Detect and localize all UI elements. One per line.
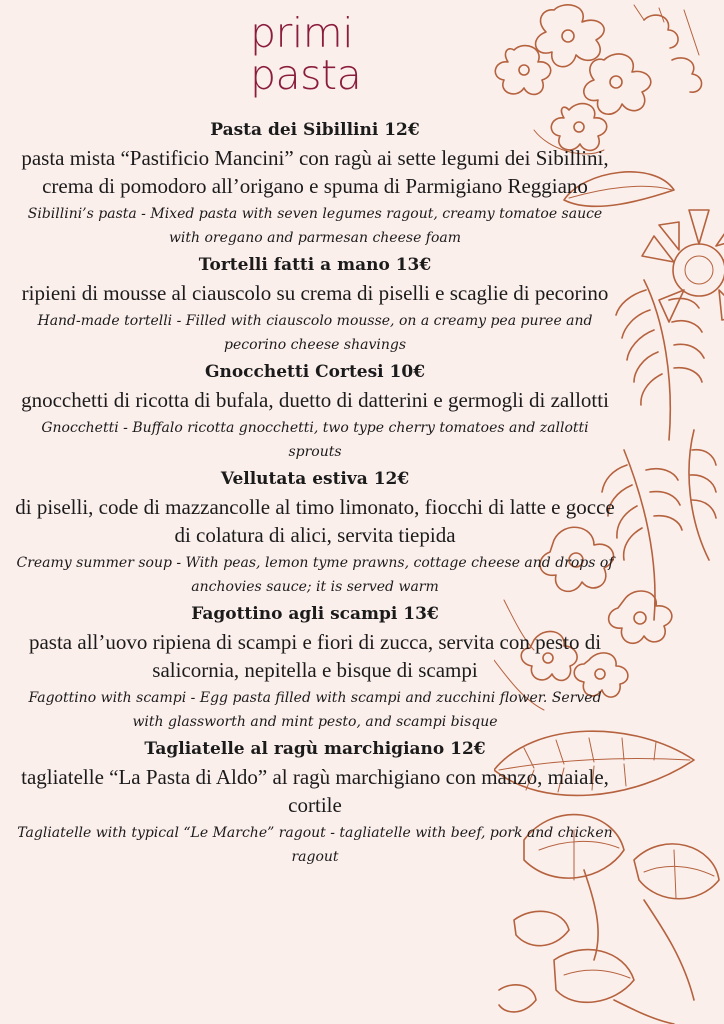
dish-description-it: gnocchetti di ricotta di bufala, duetto di datterini e germogli di zallotti bbox=[21, 388, 609, 412]
dish-description-en: Creamy summer soup - With peas, lemon tyme prawns, cottage cheese and drops of anchovies sauce; it is served warm bbox=[16, 555, 614, 595]
dish-item bbox=[0, 252, 630, 357]
dish-description-en: Gnocchetti - Buffalo ricotta gnocchetti, two type cherry tomatoes and zallotti sprouts bbox=[41, 420, 589, 460]
dish-name: Fagottino agli scampi 13€ bbox=[191, 604, 439, 624]
dish-item bbox=[0, 359, 630, 464]
title-line-pasta: pasta bbox=[250, 51, 362, 99]
dish-name: Tagliatelle al ragù marchigiano 12€ bbox=[144, 739, 486, 759]
dish-description-it: pasta mista “Pastificio Mancini” con ragù ai sette legumi dei Sibillini, crema di pomodoro all’origano e spuma di Parmigiano Reggiano bbox=[21, 146, 609, 198]
dish-item bbox=[0, 117, 630, 250]
dish-item bbox=[0, 736, 630, 869]
dish-name: Vellutata estiva 12€ bbox=[220, 469, 410, 489]
dish-description-en: Hand-made tortelli - Filled with ciauscolo mousse, on a creamy pea puree and pecorino cheese shavings bbox=[37, 313, 593, 353]
dish-description-en: Fagottino with scampi - Egg pasta filled with scampi and zucchini flower. Served with glassworth and mint pesto, and scampi bisque bbox=[28, 690, 602, 730]
dish-description-it: pasta all’uovo ripiena di scampi e fiori di zucca, servita con pesto di salicornia, nepitella e bisque di scampi bbox=[28, 630, 602, 682]
title-line-primi: primi bbox=[250, 9, 354, 57]
dish-description-it: di piselli, code di mazzancolle al timo limonato, fiocchi di latte e gocce di colatura di alici, servita tiepida bbox=[15, 495, 615, 547]
dish-name: Pasta dei Sibillini 12€ bbox=[210, 120, 420, 140]
dish-description-it: tagliatelle “La Pasta di Aldo” al ragù marchigiano con manzo, maiale, cortile bbox=[21, 765, 609, 817]
dish-name: Gnocchetti Cortesi 10€ bbox=[204, 362, 426, 382]
dish-description-en: Sibillini’s pasta - Mixed pasta with seven legumes ragout, creamy tomatoe sauce with oregano and parmesan cheese foam bbox=[27, 206, 603, 246]
dish-name: Tortelli fatti a mano 13€ bbox=[198, 255, 432, 275]
menu-list bbox=[0, 117, 630, 871]
dish-item bbox=[0, 466, 630, 599]
dish-item bbox=[0, 601, 630, 734]
dish-description-en: Tagliatelle with typical “Le Marche” ragout - tagliatelle with beef, pork and chicken ragout bbox=[17, 825, 613, 865]
dish-description-it: ripieni di mousse al ciauscolo su crema di piselli e scaglie di pecorino bbox=[21, 281, 609, 305]
page-title bbox=[250, 9, 390, 99]
